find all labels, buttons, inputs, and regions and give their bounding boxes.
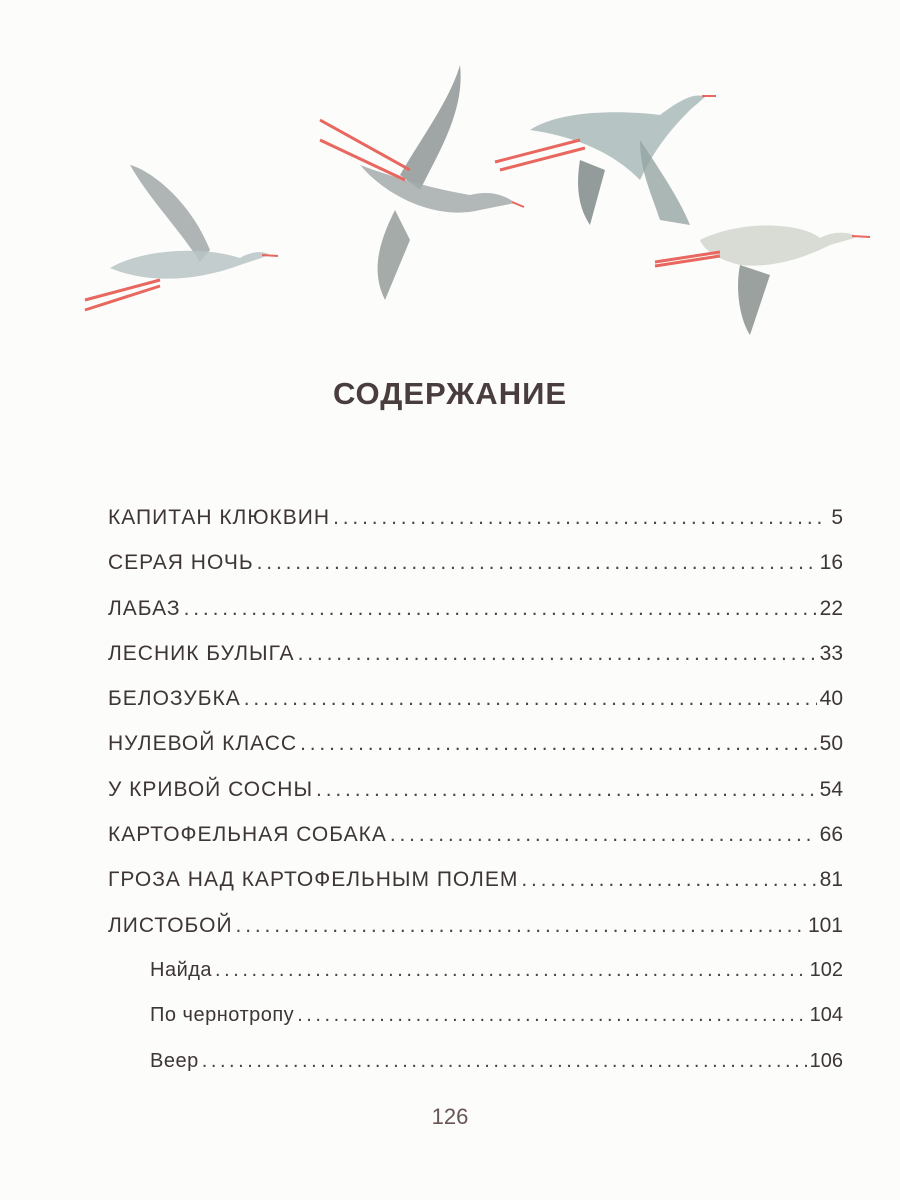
toc-entry-page: 50 [819, 732, 843, 756]
toc-entry [108, 778, 843, 823]
toc-entry-title: Веер [150, 1049, 199, 1072]
dot-leader [236, 914, 805, 938]
toc-entry-title: КАПИТАН КЛЮКВИН [108, 506, 331, 529]
toc-entry-title: КАРТОФЕЛЬНАЯ СОБАКА [108, 823, 387, 847]
toc-entry-page: 54 [819, 777, 843, 801]
toc-entry-title: По чернотропу [150, 1004, 295, 1027]
dot-leader [202, 1050, 807, 1073]
toc-entry [108, 597, 843, 642]
table-of-contents [108, 506, 843, 1095]
page-number: 126 [431, 1104, 469, 1129]
page-title: СОДЕРЖАНИЕ [332, 376, 568, 411]
crane-1 [85, 165, 278, 310]
toc-subentry [108, 1004, 843, 1049]
toc-entry-title: ЛЕСНИК БУЛЫГА [108, 641, 295, 665]
toc-entry-title: У КРИВОЙ СОСНЫ [108, 777, 314, 801]
dot-leader [257, 551, 817, 575]
crane-4 [655, 226, 870, 336]
toc-entry [108, 914, 843, 959]
toc-entry-page: 101 [807, 913, 843, 937]
toc-entry [108, 687, 843, 732]
toc-entry-page: 104 [809, 1004, 843, 1027]
toc-entry-page: 16 [819, 551, 843, 575]
toc-entry-page: 22 [819, 596, 843, 620]
toc-subentry [108, 1050, 843, 1095]
crane-2 [320, 65, 524, 300]
toc-entry-title: СЕРАЯ НОЧЬ [108, 551, 254, 575]
dot-leader [333, 506, 828, 530]
flying-cranes-illustration [0, 0, 900, 340]
toc-entry-page: 106 [809, 1049, 843, 1072]
dot-leader [184, 597, 817, 621]
toc-entry-title: НУЛЕВОЙ КЛАСС [108, 732, 298, 756]
toc-entry-page: 33 [819, 641, 843, 665]
dot-leader [297, 1004, 806, 1027]
dot-leader [215, 959, 807, 982]
toc-entry-title: ЛИСТОБОЙ [108, 913, 233, 937]
dot-leader [316, 778, 817, 802]
toc-entry-title: ЛАБАЗ [108, 596, 181, 620]
toc-entry-page: 5 [831, 506, 843, 529]
crane-3 [495, 96, 716, 225]
toc-entry-title: Найда [150, 958, 213, 981]
toc-subentry [108, 959, 843, 1004]
toc-entry-page: 40 [819, 687, 843, 711]
toc-entry [108, 732, 843, 777]
dot-leader [300, 732, 817, 756]
toc-entry-title: БЕЛОЗУБКА [108, 687, 241, 711]
toc-entry-page: 81 [819, 868, 843, 892]
dot-leader [244, 687, 817, 711]
dot-leader [390, 823, 817, 847]
toc-entry [108, 868, 843, 913]
toc-entry [108, 506, 843, 551]
toc-entry [108, 551, 843, 596]
dot-leader [298, 642, 817, 666]
toc-entry [108, 823, 843, 868]
dot-leader [521, 868, 816, 892]
toc-entry [108, 642, 843, 687]
toc-entry-page: 102 [809, 958, 843, 981]
toc-entry-title: ГРОЗА НАД КАРТОФЕЛЬНЫМ ПОЛЕМ [108, 868, 519, 892]
toc-entry-page: 66 [819, 823, 843, 847]
